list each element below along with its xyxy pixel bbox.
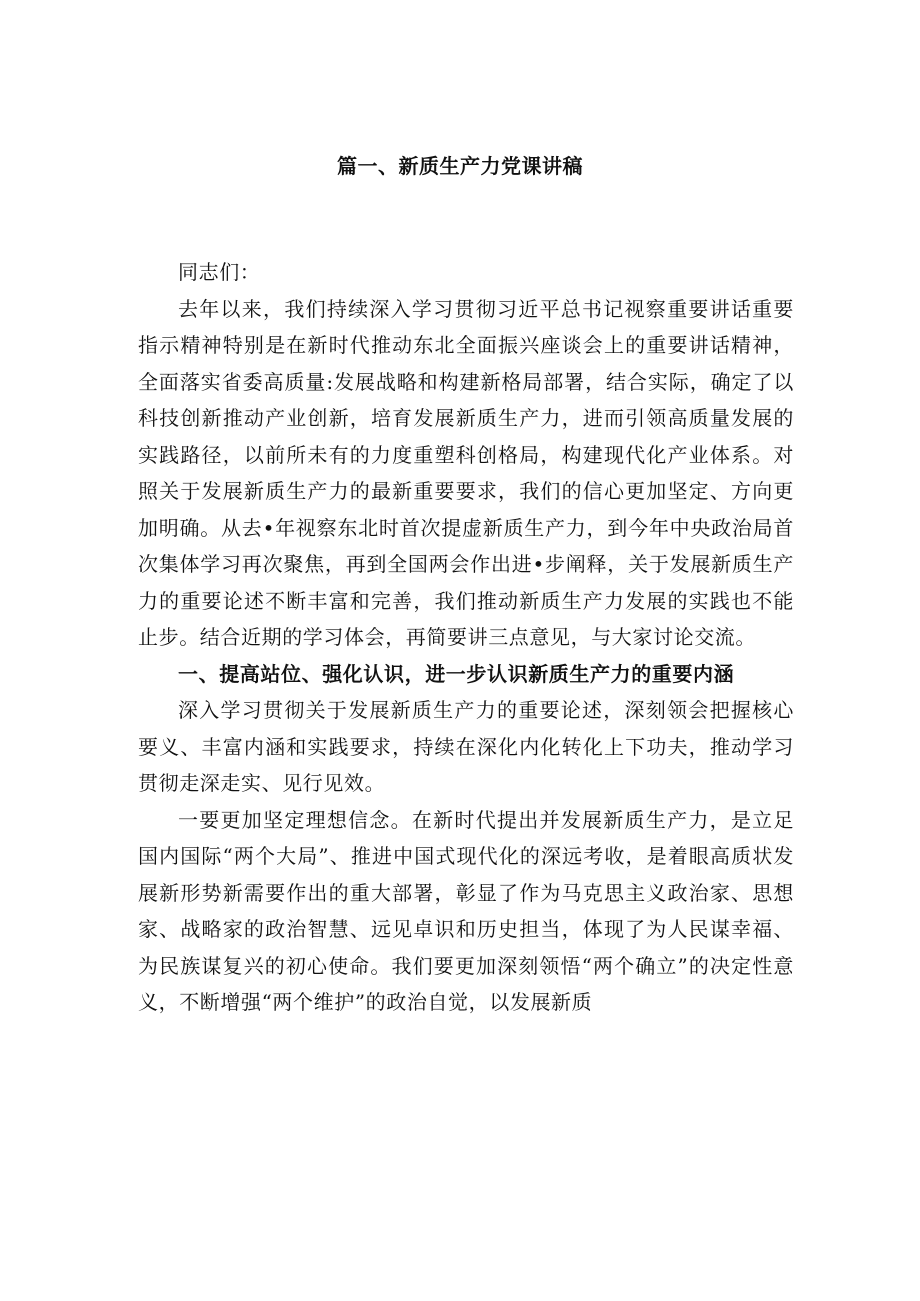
section-paragraph: 深入学习贯彻关于发展新质生产力的重要论述，深刻领会把握核心要义、丰富内涵和实践要求，持续在深化内化转化上下功夫，推动学习贯彻走深走实、见行见效。	[138, 698, 794, 795]
salutation: 同志们：	[178, 260, 261, 284]
intro-paragraph: 去年以来，我们持续深入学习贯彻习近平总书记视察重要讲话重要指示精神特别是在新时代推动东北全面振兴座谈会上的重要讲话精神，全面落实省委高质量:发展战略和构建新格局部署，结合实际，确定了以科技创新推动产业创新，培育发展新质生产力，进而引领高质量发展的实践路径，以前所未有的力度重塑科创格局，构建现代化产业体系。对照关于发展新质生产力的最新重要要求，我们的信心更加坚定、方向更加明确。从去•年视察东北时首次提虚新质生产力，到今年中央政治局首次集体学习再次聚焦，再到全国两会作出进•步阐释，关于发展新质生产力的重要论述不断丰富和完善，我们推动新质生产力发展的实践也不能止步。结合近期的学习体会，再简要讲三点意见，与大家讨论交流。	[138, 296, 794, 649]
document-body	[138, 254, 794, 1021]
section-paragraph: 一要更加坚定理想信念。在新时代提出并发展新质生产力，是立足国内国际“两个大局”、推进中国式现代化的深远考收，是着眼高质状发展新形势新需要作出的重大部署，彰显了作为马克思主义政治家、思想家、战略家的政治智慧、远见卓识和历史担当，体现了为人民谋幸福、为民族谋复兴的初心使命。我们要更加深刻领悟“两个确立”的决定性意义，不断增强“两个维护”的政治自觉，以发展新质	[138, 807, 794, 1014]
document-title: 篇一、新质生产力党课讲稿	[337, 154, 583, 178]
section-heading: 一、提高站位、强化认识，进一步认识新质生产力的重要内涵	[178, 661, 735, 686]
